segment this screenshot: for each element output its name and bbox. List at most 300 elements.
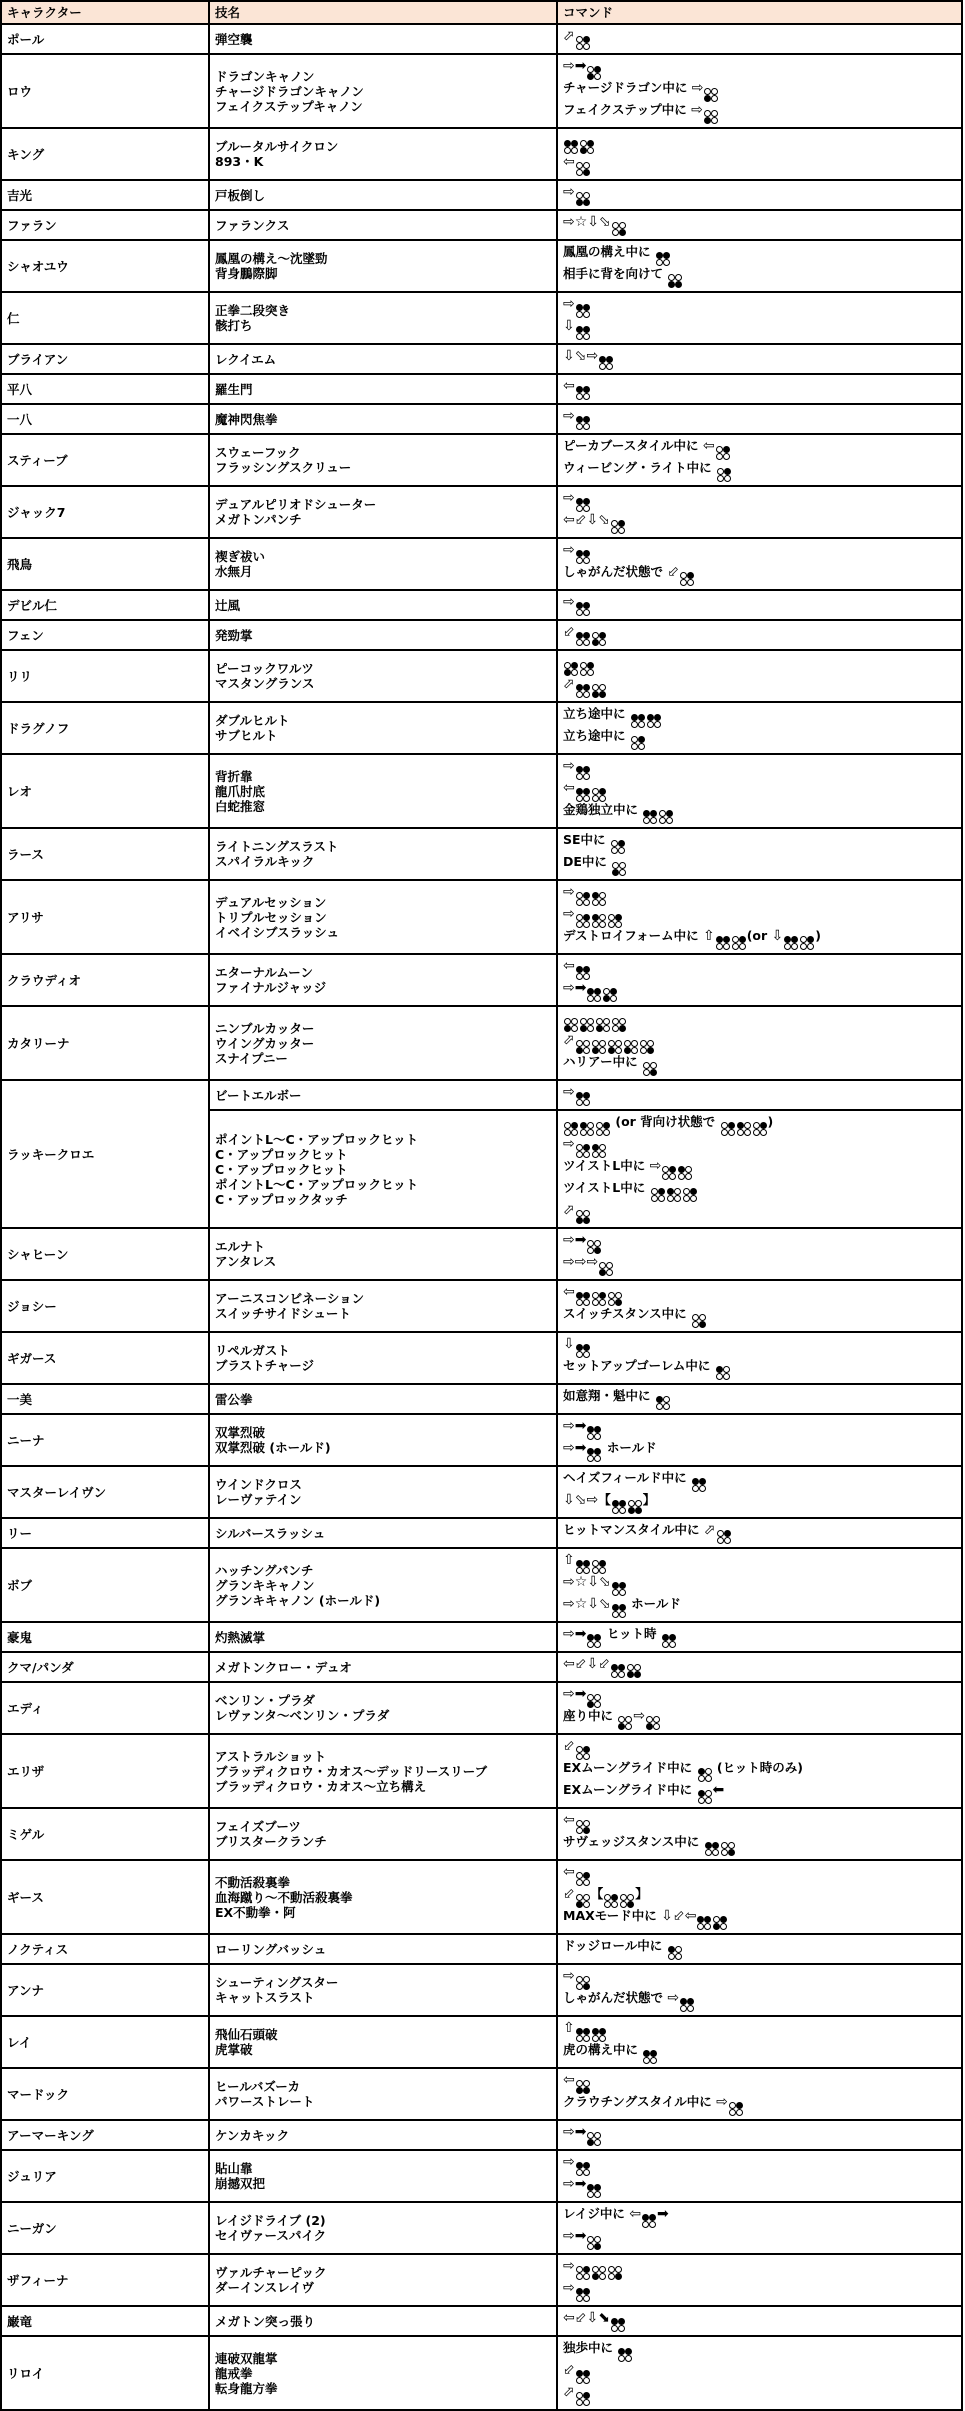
move-name-cell — [210, 1965, 558, 2015]
move-group — [210, 1735, 961, 1807]
button-combo-icon — [737, 1122, 751, 1136]
command-cell — [558, 1281, 961, 1331]
move-name: C・アップロックヒット — [215, 1161, 348, 1177]
command-text: 】 — [642, 1492, 656, 1507]
direction-arrow-icon: ⇨ — [563, 2228, 575, 2244]
button-combo-icon — [576, 684, 590, 698]
direction-arrow-icon: ⬀ — [563, 676, 575, 692]
table-row — [2, 651, 961, 703]
button-combo-icon — [592, 1292, 606, 1306]
move-name: 水無月 — [215, 564, 253, 579]
move-name: リペルガスト — [215, 1343, 290, 1358]
command-line — [563, 154, 956, 176]
button-combo-icon — [592, 684, 606, 698]
character-name: レオ — [2, 755, 210, 827]
button-combo-icon — [576, 326, 590, 340]
button-combo-icon — [592, 1144, 606, 1158]
move-name: スウェーフック — [215, 445, 301, 460]
character-name: ポール — [2, 25, 210, 53]
command-line — [563, 460, 956, 482]
direction-arrow-icon: ⇨ — [563, 980, 575, 996]
button-combo-icon — [659, 810, 673, 824]
table-row — [2, 1623, 961, 1653]
direction-arrow-icon: ⇩ — [771, 928, 784, 944]
move-name: グランキキャノン — [215, 1577, 315, 1593]
button-combo-icon — [697, 1916, 711, 1930]
command-cell — [558, 2069, 961, 2119]
table-row — [2, 1415, 961, 1467]
move-name: 龍戒拳 — [215, 2365, 253, 2381]
character-name: アリサ — [2, 881, 210, 953]
move-group — [210, 1229, 961, 1279]
direction-arrow-icon: ⇦ — [563, 154, 575, 170]
move-group — [210, 487, 961, 537]
character-name: マスターレイヴン — [2, 1467, 210, 1517]
command-line — [563, 802, 956, 824]
direction-arrow-icon: ⬃ — [563, 2362, 575, 2378]
button-combo-icon — [576, 550, 590, 564]
button-combo-icon — [592, 1560, 606, 1574]
direction-arrow-icon: ⬀ — [563, 1202, 575, 1218]
move-name: 灼熱滅掌 — [215, 1629, 266, 1645]
move-name: 白蛇推窓 — [215, 798, 266, 814]
button-combo-icon — [627, 1664, 641, 1678]
move-name: ヴァルチャーピック — [215, 2265, 327, 2280]
move-name-cell — [210, 2151, 558, 2201]
move-group — [210, 621, 961, 649]
command-line — [563, 102, 956, 124]
command-cell — [558, 955, 961, 1005]
button-combo-icon — [576, 2370, 590, 2384]
command-text: チャージドラゴン中に — [563, 80, 692, 95]
character-name: アーマーキング — [2, 2121, 210, 2149]
command-line — [563, 2384, 956, 2406]
move-name: セイヴァースパイク — [215, 2228, 327, 2243]
direction-arrow-icon: ⇨ — [649, 1158, 662, 1174]
move-name: アストラルショット — [215, 1748, 327, 1764]
command-cell — [558, 651, 961, 701]
command-cell — [558, 129, 961, 179]
move-name-cell — [210, 1861, 558, 1933]
command-line — [563, 1522, 956, 1544]
move-name: シューティングスター — [215, 1975, 339, 1990]
character-name: ギガース — [2, 1333, 210, 1383]
character-name: 飛鳥 — [2, 539, 210, 589]
direction-arrow-icon: ⇨ — [563, 296, 575, 312]
move-name: アンタレス — [215, 1254, 277, 1269]
button-combo-icon — [656, 1396, 670, 1410]
move-name: メガトンパンチ — [215, 512, 302, 527]
button-combo-icon — [611, 1664, 625, 1678]
command-line — [563, 1202, 956, 1224]
command-cell — [558, 621, 961, 649]
move-name: レイジドライブ (2) — [215, 2213, 326, 2228]
direction-arrow-icon: ⇦ — [563, 780, 575, 796]
direction-arrow-icon: ⇦ — [563, 1656, 575, 1672]
move-name: ダブルヒルト — [215, 713, 290, 728]
direction-arrow-icon: ⇨ — [563, 1084, 575, 1100]
command-line — [563, 624, 956, 646]
command-text: (or 背向け状態で — [611, 1114, 720, 1129]
move-name: 虎掌破 — [215, 2042, 253, 2057]
direction-arrow-icon: ⬃ — [563, 1738, 575, 1754]
command-text: 独歩中に — [563, 2340, 618, 2355]
character-name: 一八 — [2, 405, 210, 433]
button-combo-icon — [576, 2288, 590, 2302]
button-combo-icon — [587, 2184, 601, 2198]
move-group — [210, 1549, 961, 1621]
move-group — [210, 1281, 961, 1331]
move-group — [210, 1081, 961, 1109]
button-combo-icon — [576, 304, 590, 318]
move-group — [210, 2203, 961, 2253]
button-combo-icon — [611, 840, 625, 854]
move-group — [210, 1623, 961, 1651]
move-name: エターナルムーン — [215, 965, 314, 980]
command-line — [563, 2310, 956, 2332]
command-line — [563, 408, 956, 430]
direction-arrow-icon: ⇩ — [563, 348, 575, 364]
direction-arrow-icon: ⇦ — [563, 2310, 575, 2326]
character-name: クマ/パンダ — [2, 1653, 210, 1681]
direction-arrow-icon: ☆ — [574, 1574, 588, 1590]
button-combo-icon — [642, 2214, 656, 2228]
command-line — [563, 80, 956, 102]
move-name: ビートエルボー — [215, 1087, 302, 1103]
direction-arrow-icon: ⇨ — [563, 1254, 575, 1270]
move-name-cell — [210, 1549, 558, 1621]
move-name: 双掌烈破 — [215, 1425, 266, 1440]
move-group — [210, 1653, 961, 1681]
table-row — [2, 2337, 961, 2409]
direction-arrow-icon: ➡ — [574, 1626, 587, 1642]
direction-arrow-icon: ⬂ — [574, 348, 587, 364]
command-cell — [558, 375, 961, 403]
button-combo-icon — [580, 140, 594, 154]
button-combo-icon — [656, 252, 670, 266]
move-name: スナイプニー — [215, 1050, 288, 1066]
direction-arrow-icon: ⇨ — [563, 1626, 575, 1642]
button-combo-icon — [576, 1144, 590, 1158]
table-row — [2, 881, 961, 955]
move-name: 連破双龍掌 — [215, 2350, 278, 2366]
button-combo-icon — [624, 1040, 638, 1054]
button-combo-icon — [576, 766, 590, 780]
button-combo-icon — [564, 1018, 578, 1032]
table-row — [2, 1519, 961, 1549]
command-text: レイジ中に — [563, 2206, 630, 2221]
direction-arrow-icon: ⇨ — [563, 58, 575, 74]
character-name: 仁 — [2, 293, 210, 343]
command-text: DE中に — [563, 854, 612, 869]
move-name-cell — [210, 2337, 558, 2409]
command-cell — [558, 1683, 961, 1733]
table-row — [2, 211, 961, 241]
table-row — [2, 2017, 961, 2069]
move-group — [210, 1683, 961, 1733]
command-line — [563, 1686, 956, 1708]
direction-arrow-icon: ⇨ — [563, 884, 575, 900]
move-name-cell — [210, 1735, 558, 1807]
direction-arrow-icon: ➡ — [574, 1440, 587, 1456]
command-cell — [558, 1735, 961, 1807]
move-group — [210, 2337, 961, 2409]
button-combo-icon — [580, 1122, 594, 1136]
table-row — [2, 2203, 961, 2255]
character-name: クラウディオ — [2, 955, 210, 1005]
table-row — [2, 539, 961, 591]
command-line — [563, 958, 956, 980]
move-name: メガトン突っ張り — [215, 2313, 316, 2329]
command-cell — [558, 1333, 961, 1383]
command-cell — [558, 55, 961, 127]
command-line — [563, 1782, 956, 1804]
button-combo-icon — [576, 1210, 590, 1224]
button-combo-icon — [729, 2102, 743, 2116]
direction-arrow-icon: ⬂ — [598, 512, 610, 528]
button-combo-icon — [651, 1188, 665, 1202]
move-name-cell — [210, 405, 558, 433]
command-cell — [558, 1861, 961, 1933]
direction-arrow-icon: ⇨ — [563, 594, 575, 610]
button-combo-icon — [576, 2080, 590, 2094]
button-combo-icon — [599, 1262, 613, 1276]
command-line — [563, 2124, 956, 2146]
move-group — [210, 1007, 961, 1079]
move-name: ポイントL〜C・アップロックヒット — [215, 1131, 419, 1147]
move-name-cell — [210, 955, 558, 1005]
table-row — [2, 1861, 961, 1935]
command-line — [563, 758, 956, 780]
command-line — [563, 1574, 956, 1596]
move-name: 魔神閃焦拳 — [215, 411, 278, 427]
direction-arrow-icon: ⇨ — [691, 102, 703, 118]
command-cell — [558, 703, 961, 753]
button-combo-icon — [576, 966, 590, 980]
character-name: 平八 — [2, 375, 210, 403]
header-command: コマンド — [563, 5, 614, 20]
direction-arrow-icon: ⇩ — [586, 2310, 599, 2326]
direction-arrow-icon: ➡ — [574, 1686, 587, 1702]
direction-arrow-icon: ⇩ — [587, 1596, 600, 1612]
move-name: 血海蹴り〜不動活殺裏拳 — [215, 1889, 353, 1905]
move-name-cell — [210, 1623, 558, 1651]
button-combo-icon — [608, 914, 622, 928]
button-combo-icon — [564, 140, 578, 154]
command-line — [563, 266, 956, 288]
table-row — [2, 1935, 961, 1965]
move-name-cell — [210, 1935, 558, 1963]
direction-arrow-icon: ⇨ — [563, 1232, 575, 1248]
button-combo-icon — [587, 1634, 601, 1648]
direction-arrow-icon: ⇨ — [563, 1574, 575, 1590]
button-combo-icon — [721, 1122, 735, 1136]
command-cell — [558, 2255, 961, 2305]
command-line — [563, 1552, 956, 1574]
move-name-cell — [210, 1809, 558, 1859]
move-group — [210, 1935, 961, 1963]
button-combo-icon — [587, 988, 601, 1002]
move-name: 不動活殺裏拳 — [215, 1874, 291, 1890]
command-text: クラウチングスタイル中に — [563, 2094, 717, 2109]
direction-arrow-icon: ⇨ — [691, 80, 704, 96]
command-line — [563, 1908, 956, 1930]
table-row — [2, 1007, 961, 1081]
move-name-cell — [210, 435, 558, 485]
direction-arrow-icon: ⬂ — [599, 1574, 611, 1590]
command-cell — [558, 1549, 961, 1621]
direction-arrow-icon: ⇨ — [563, 2280, 575, 2296]
move-group — [210, 2307, 961, 2335]
direction-arrow-icon: ⇨ — [667, 1990, 680, 2006]
table-row — [2, 25, 961, 55]
button-combo-icon — [716, 1366, 730, 1380]
command-line — [563, 490, 956, 512]
command-line — [563, 1336, 956, 1358]
direction-arrow-icon: ⇩ — [586, 512, 599, 528]
move-name: 発勁掌 — [215, 627, 253, 643]
command-text: 立ち途中に — [563, 706, 630, 721]
move-name-cell — [210, 2307, 558, 2335]
character-name: ザフィーナ — [2, 2255, 210, 2305]
button-combo-icon — [716, 446, 730, 460]
command-text: ドッジロール中に — [563, 1938, 667, 1953]
move-name-cell — [210, 1467, 558, 1517]
command-line — [563, 58, 956, 80]
move-name: ブリスタークランチ — [215, 1834, 327, 1849]
table-row — [2, 1683, 961, 1735]
command-text: 】 — [635, 1886, 648, 1901]
command-text: 金鶏独立中に — [563, 802, 643, 817]
move-name-cell — [210, 2017, 558, 2067]
button-combo-icon — [576, 2266, 590, 2280]
move-group — [210, 1109, 961, 1227]
move-name: 鳳凰の構え〜沈墜勁 — [215, 251, 328, 266]
move-group — [210, 293, 961, 343]
move-group — [210, 55, 961, 127]
command-line — [563, 348, 956, 370]
direction-arrow-icon: ⇨ — [563, 1968, 575, 1984]
command-line — [563, 2258, 956, 2280]
command-line — [563, 1968, 956, 1990]
command-text: (ヒット時のみ) — [712, 1760, 803, 1775]
move-name: レヴァンタ〜ベンリン・プラダ — [215, 1708, 390, 1723]
button-combo-icon — [705, 1842, 719, 1856]
command-line — [563, 184, 956, 206]
move-group — [210, 2151, 961, 2201]
button-combo-icon — [612, 1018, 626, 1032]
move-name: ウインドクロス — [215, 1477, 302, 1492]
move-name-cell — [210, 55, 558, 127]
move-name-cell — [210, 1683, 558, 1733]
command-line — [563, 728, 956, 750]
command-line — [563, 1254, 956, 1276]
table-row — [2, 1385, 961, 1415]
direction-arrow-icon: ⇩ — [563, 1492, 575, 1508]
character-name: 吉光 — [2, 181, 210, 209]
character-name: ニーナ — [2, 1415, 210, 1465]
move-group — [210, 755, 961, 827]
table-row — [2, 703, 961, 755]
direction-arrow-icon: ⇦ — [563, 378, 575, 394]
button-combo-icon — [576, 162, 590, 176]
direction-arrow-icon: ⬃ — [574, 512, 587, 528]
command-line — [563, 438, 956, 460]
command-line — [563, 1656, 956, 1678]
table-row — [2, 375, 961, 405]
character-name: カタリーナ — [2, 1007, 210, 1079]
button-combo-icon — [592, 1040, 606, 1054]
direction-arrow-icon: ⇦ — [563, 2072, 575, 2088]
move-name: 双掌烈破 (ホールド) — [215, 1440, 331, 1455]
character-name: レイ — [2, 2017, 210, 2067]
direction-arrow-icon: ⇨ — [563, 1440, 575, 1456]
table-row — [2, 181, 961, 211]
button-combo-icon — [608, 1040, 622, 1054]
button-combo-icon — [668, 1946, 682, 1960]
command-text: 【 — [598, 1492, 611, 1507]
move-name: フラッシングスクリュー — [215, 460, 352, 475]
command-cell — [558, 1007, 961, 1079]
button-combo-icon — [599, 356, 613, 370]
direction-arrow-icon: ⬀ — [563, 1032, 575, 1048]
command-line — [563, 928, 956, 950]
button-combo-icon — [692, 1314, 706, 1328]
command-line — [563, 854, 956, 876]
button-combo-icon — [662, 1634, 676, 1648]
move-name-cell — [210, 293, 558, 343]
move-group — [210, 375, 961, 403]
command-text: 立ち途中に — [563, 728, 630, 743]
move-group — [210, 129, 961, 179]
direction-arrow-icon: ➡ — [574, 2228, 587, 2244]
move-name-cell — [210, 2255, 558, 2305]
command-line — [563, 2154, 956, 2176]
move-name: ライトニングスラスト — [215, 839, 339, 854]
character-name: ノクティス — [2, 1935, 210, 1963]
command-line — [563, 676, 956, 698]
command-text: 座り中に — [563, 1708, 618, 1723]
button-combo-icon — [576, 1040, 590, 1054]
move-name: 骸打ち — [215, 318, 253, 333]
command-text: ) — [815, 928, 821, 943]
command-line — [563, 1990, 956, 2012]
move-name: 雷公拳 — [215, 1391, 253, 1407]
button-combo-icon — [580, 662, 594, 676]
command-text: ヒットマンスタイル中に — [563, 1522, 704, 1537]
command-line — [563, 2228, 956, 2250]
direction-arrow-icon: ⇩ — [586, 1656, 599, 1672]
direction-arrow-icon: ➡ — [574, 1418, 587, 1434]
move-name: ベンリン・プラダ — [215, 1693, 315, 1708]
move-name-cell — [210, 129, 558, 179]
direction-arrow-icon: ⇦ — [563, 1812, 575, 1828]
button-combo-icon — [576, 416, 590, 430]
direction-arrow-icon: ⇨ — [563, 408, 575, 424]
command-line — [563, 1032, 956, 1054]
button-combo-icon — [587, 1448, 601, 1462]
button-combo-icon — [564, 1122, 578, 1136]
move-name: ヒールバズーカ — [215, 2079, 301, 2094]
command-line — [563, 1760, 956, 1782]
command-text: MAXモード中に — [563, 1908, 662, 1923]
move-name: フェイクステップキャノン — [215, 98, 363, 114]
direction-arrow-icon: ⇦ — [563, 1284, 575, 1300]
button-combo-icon — [592, 2028, 606, 2042]
move-name-cell — [210, 241, 558, 291]
table-row — [2, 1735, 961, 1809]
move-group — [210, 1385, 961, 1413]
